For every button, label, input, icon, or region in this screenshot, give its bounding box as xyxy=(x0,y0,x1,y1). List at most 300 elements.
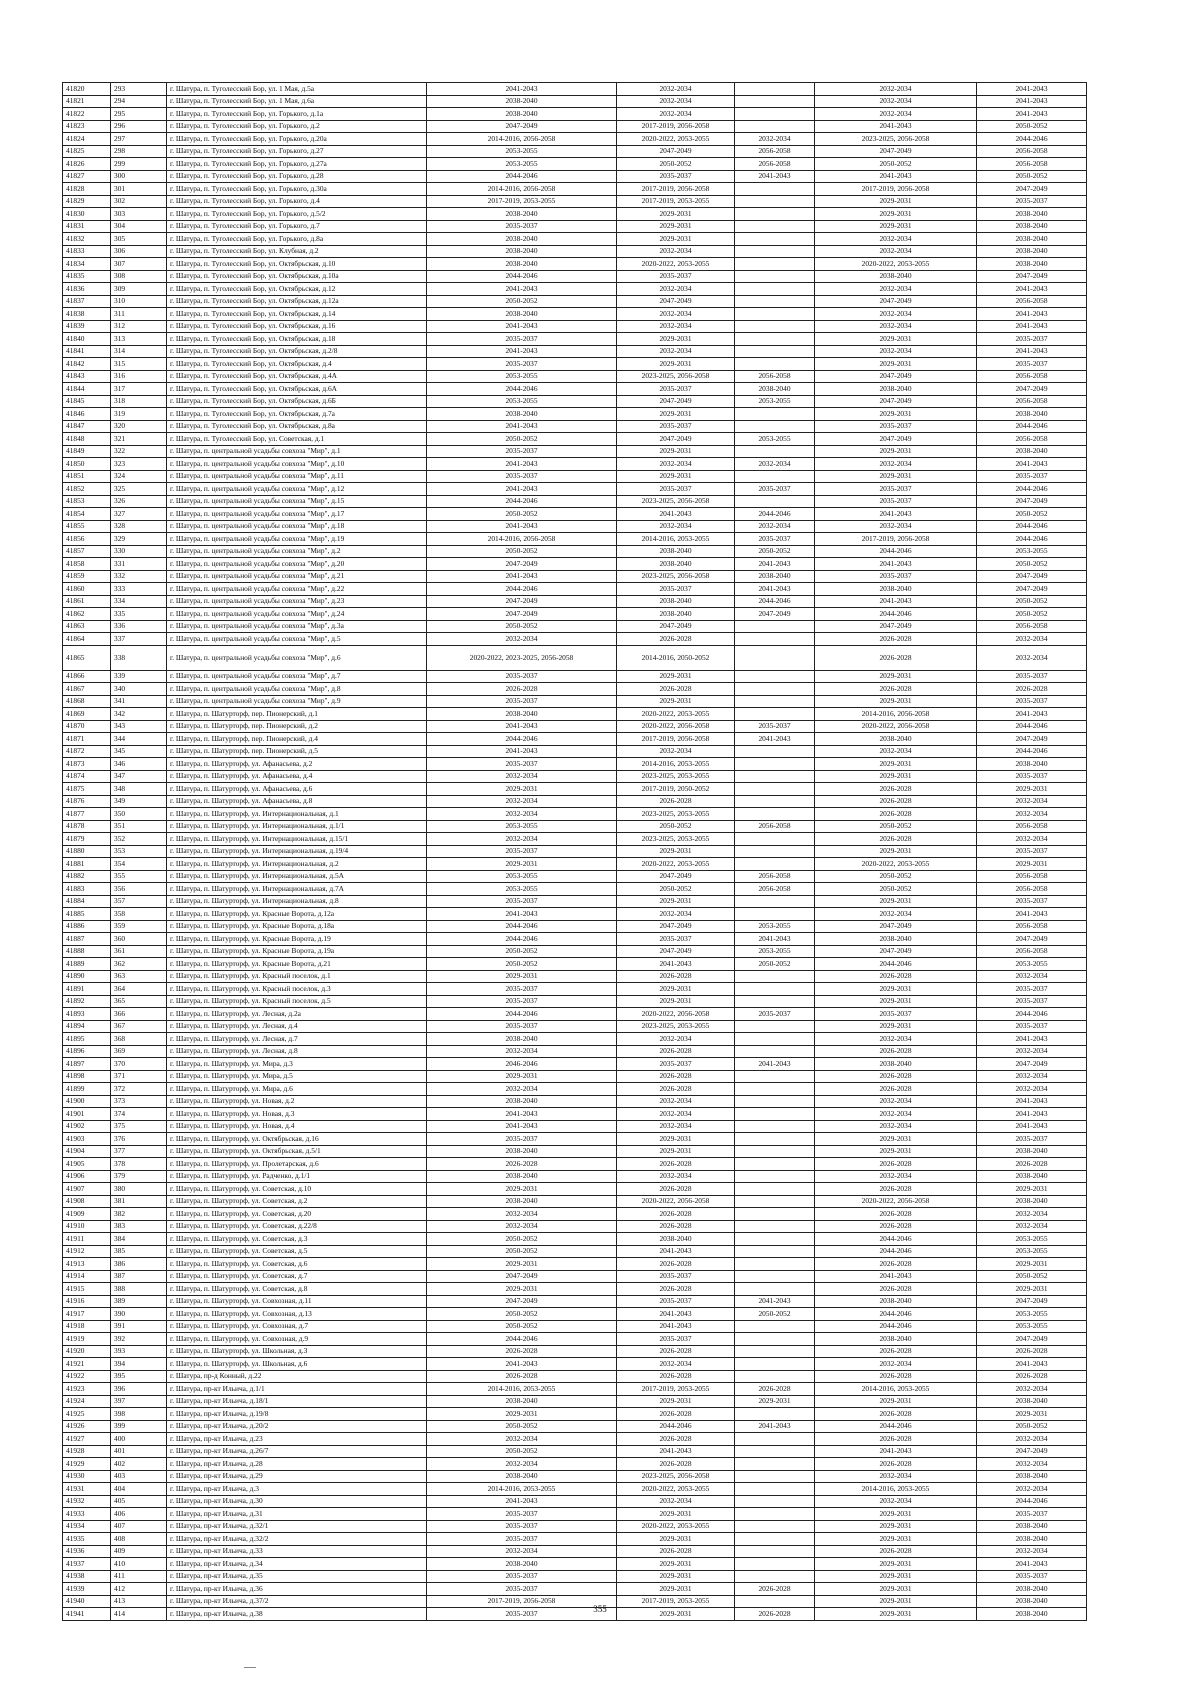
period-cell-4: 2035-2037 xyxy=(815,420,977,433)
period-cell-3: 2056-2058 xyxy=(735,870,815,883)
period-cell-1: 2047-2049 xyxy=(427,120,617,133)
period-cell-1: 2032-2034 xyxy=(427,1458,617,1471)
row-id-cell: 41844 xyxy=(63,383,111,396)
row-id-cell: 41823 xyxy=(63,120,111,133)
address-cell: г. Шатура, п. Шатурторф, ул. Новая, д.4 xyxy=(167,1120,427,1133)
row-number-cell: 406 xyxy=(111,1508,167,1521)
period-cell-1: 2041-2043 xyxy=(427,420,617,433)
table-row xyxy=(63,1458,1087,1471)
table-row xyxy=(63,533,1087,546)
table-row xyxy=(63,670,1087,683)
period-cell-3 xyxy=(735,1083,815,1096)
address-cell: г. Шатура, п. Шатурторф, ул. Красные Ворота, д.19 xyxy=(167,933,427,946)
period-cell-3 xyxy=(735,1520,815,1533)
period-cell-3 xyxy=(735,783,815,796)
period-cell-4: 2017-2019, 2056-2058 xyxy=(815,533,977,546)
table-row xyxy=(63,1383,1087,1396)
address-cell: г. Шатура, п. Шатурторф, ул. Красные Ворота, д.19а xyxy=(167,945,427,958)
period-cell-1: 2041-2043 xyxy=(427,458,617,471)
register-sheet xyxy=(62,82,1086,1621)
period-cell-3 xyxy=(735,245,815,258)
period-cell-2: 2023-2025, 2053-2055 xyxy=(617,808,735,821)
table-row xyxy=(63,733,1087,746)
period-cell-1: 2053-2055 xyxy=(427,883,617,896)
period-cell-2: 2023-2025, 2056-2058 xyxy=(617,495,735,508)
period-cell-5: 2056-2058 xyxy=(977,620,1087,633)
period-cell-1: 2035-2037 xyxy=(427,1570,617,1583)
period-cell-2: 2035-2037 xyxy=(617,1270,735,1283)
period-cell-2: 2026-2028 xyxy=(617,683,735,696)
period-cell-5: 2050-2052 xyxy=(977,1270,1087,1283)
period-cell-3 xyxy=(735,295,815,308)
period-cell-5: 2041-2043 xyxy=(977,83,1087,96)
period-cell-1: 2032-2034 xyxy=(427,1433,617,1446)
table-row xyxy=(63,945,1087,958)
period-cell-4: 2050-2052 xyxy=(815,883,977,896)
period-cell-4: 2026-2028 xyxy=(815,1258,977,1271)
row-id-cell: 41842 xyxy=(63,358,111,371)
table-row xyxy=(63,895,1087,908)
row-number-cell: 370 xyxy=(111,1058,167,1071)
period-cell-4: 2026-2028 xyxy=(815,1408,977,1421)
period-cell-5: 2032-2034 xyxy=(977,1083,1087,1096)
row-number-cell: 363 xyxy=(111,970,167,983)
period-cell-2: 2050-2052 xyxy=(617,883,735,896)
table-row xyxy=(63,1258,1087,1271)
row-number-cell: 304 xyxy=(111,220,167,233)
period-cell-5: 2053-2055 xyxy=(977,958,1087,971)
period-cell-4: 2035-2037 xyxy=(815,570,977,583)
row-number-cell: 367 xyxy=(111,1020,167,1033)
row-number-cell: 333 xyxy=(111,583,167,596)
address-cell: г. Шатура, пр-кт Ильича, д.34 xyxy=(167,1558,427,1571)
period-cell-4: 2035-2037 xyxy=(815,1008,977,1021)
period-cell-1: 2047-2049 xyxy=(427,1295,617,1308)
period-cell-2: 2032-2034 xyxy=(617,95,735,108)
period-cell-4: 2020-2022, 2053-2055 xyxy=(815,858,977,871)
period-cell-2: 2050-2052 xyxy=(617,158,735,171)
address-cell: г. Шатура, пр-кт Ильича, д.31 xyxy=(167,1508,427,1521)
row-id-cell: 41832 xyxy=(63,233,111,246)
period-cell-4: 2032-2034 xyxy=(815,1358,977,1371)
period-cell-5: 2032-2034 xyxy=(977,1458,1087,1471)
table-row xyxy=(63,1183,1087,1196)
period-cell-3 xyxy=(735,358,815,371)
row-number-cell: 377 xyxy=(111,1145,167,1158)
period-cell-5: 2047-2049 xyxy=(977,933,1087,946)
period-cell-1: 2041-2043 xyxy=(427,1358,617,1371)
address-cell: г. Шатура, п. Шатурторф, пер. Пионерский, д.4 xyxy=(167,733,427,746)
address-cell: г. Шатура, п. Шатурторф, ул. Интернациональная, д.1/1 xyxy=(167,820,427,833)
period-cell-4: 2029-2031 xyxy=(815,695,977,708)
period-cell-5: 2035-2037 xyxy=(977,670,1087,683)
row-id-cell: 41862 xyxy=(63,608,111,621)
table-row xyxy=(63,208,1087,221)
period-cell-1: 2044-2046 xyxy=(427,933,617,946)
table-row xyxy=(63,320,1087,333)
address-cell: г. Шатура, п. Шатурторф, ул. Интернациональная, д.2 xyxy=(167,858,427,871)
period-cell-4: 2044-2046 xyxy=(815,1245,977,1258)
table-row xyxy=(63,520,1087,533)
row-number-cell: 316 xyxy=(111,370,167,383)
period-cell-5: 2038-2040 xyxy=(977,1195,1087,1208)
row-number-cell: 322 xyxy=(111,445,167,458)
row-id-cell: 41833 xyxy=(63,245,111,258)
period-cell-1: 2053-2055 xyxy=(427,395,617,408)
row-id-cell: 41895 xyxy=(63,1033,111,1046)
period-cell-2: 2047-2049 xyxy=(617,145,735,158)
period-cell-1: 2038-2040 xyxy=(427,208,617,221)
period-cell-5: 2047-2049 xyxy=(977,570,1087,583)
period-cell-4: 2026-2028 xyxy=(815,1545,977,1558)
period-cell-5: 2038-2040 xyxy=(977,408,1087,421)
period-cell-4: 2032-2034 xyxy=(815,1170,977,1183)
address-cell: г. Шатура, п. центральной усадьбы совхоза "Мир", д.24 xyxy=(167,608,427,621)
period-cell-2: 2029-2031 xyxy=(617,1533,735,1546)
period-cell-5: 2050-2052 xyxy=(977,508,1087,521)
row-id-cell: 41883 xyxy=(63,883,111,896)
address-cell: г. Шатура, п. Туголесский Бор, ул. Горького, д.7 xyxy=(167,220,427,233)
row-id-cell: 41929 xyxy=(63,1458,111,1471)
period-cell-3: 2056-2058 xyxy=(735,883,815,896)
address-cell: г. Шатура, п. Туголесский Бор, ул. Горького, д.1а xyxy=(167,108,427,121)
period-cell-4: 2035-2037 xyxy=(815,495,977,508)
period-cell-3 xyxy=(735,1545,815,1558)
table-row xyxy=(63,1308,1087,1321)
period-cell-1: 2041-2043 xyxy=(427,908,617,921)
table-row xyxy=(63,183,1087,196)
period-cell-1: 2050-2052 xyxy=(427,620,617,633)
period-cell-2: 2026-2028 xyxy=(617,970,735,983)
row-number-cell: 327 xyxy=(111,508,167,521)
row-id-cell: 41936 xyxy=(63,1545,111,1558)
row-number-cell: 300 xyxy=(111,170,167,183)
period-cell-4: 2029-2031 xyxy=(815,670,977,683)
period-cell-1: 2053-2055 xyxy=(427,158,617,171)
period-cell-5: 2032-2034 xyxy=(977,1483,1087,1496)
address-cell: г. Шатура, пр-кт Ильича, д.28 xyxy=(167,1458,427,1471)
row-id-cell: 41867 xyxy=(63,683,111,696)
table-row xyxy=(63,1095,1087,1108)
address-cell: г. Шатура, п. Шатурторф, ул. Совхозная, д.11 xyxy=(167,1295,427,1308)
period-cell-2: 2029-2031 xyxy=(617,1558,735,1571)
period-cell-2: 2050-2052 xyxy=(617,820,735,833)
row-number-cell: 382 xyxy=(111,1208,167,1221)
row-id-cell: 41871 xyxy=(63,733,111,746)
period-cell-1: 2035-2037 xyxy=(427,358,617,371)
period-cell-5: 2032-2034 xyxy=(977,795,1087,808)
period-cell-3 xyxy=(735,670,815,683)
row-id-cell: 41875 xyxy=(63,783,111,796)
period-cell-3: 2044-2046 xyxy=(735,508,815,521)
period-cell-3 xyxy=(735,1133,815,1146)
period-cell-2: 2026-2028 xyxy=(617,1158,735,1171)
table-row xyxy=(63,758,1087,771)
address-cell: г. Шатура, п. центральной усадьбы совхоза "Мир", д.21 xyxy=(167,570,427,583)
row-number-cell: 319 xyxy=(111,408,167,421)
period-cell-2: 2029-2031 xyxy=(617,208,735,221)
period-cell-4: 2026-2028 xyxy=(815,1183,977,1196)
period-cell-4: 2026-2028 xyxy=(815,645,977,670)
row-id-cell: 41919 xyxy=(63,1333,111,1346)
row-id-cell: 41839 xyxy=(63,320,111,333)
period-cell-1: 2035-2037 xyxy=(427,470,617,483)
period-cell-1: 2038-2040 xyxy=(427,1145,617,1158)
row-id-cell: 41899 xyxy=(63,1083,111,1096)
period-cell-1: 2035-2037 xyxy=(427,1020,617,1033)
period-cell-4: 2029-2031 xyxy=(815,1608,977,1621)
table-row xyxy=(63,845,1087,858)
period-cell-2: 2029-2031 xyxy=(617,1508,735,1521)
period-cell-2: 2014-2016, 2053-2055 xyxy=(617,533,735,546)
period-cell-5: 2029-2031 xyxy=(977,1183,1087,1196)
period-cell-3: 2053-2055 xyxy=(735,395,815,408)
address-cell: г. Шатура, п. Шатурторф, ул. Красный поселок, д.5 xyxy=(167,995,427,1008)
period-cell-5: 2047-2049 xyxy=(977,733,1087,746)
period-cell-4: 2029-2031 xyxy=(815,445,977,458)
address-cell: г. Шатура, пр-кт Ильича, д.26/7 xyxy=(167,1445,427,1458)
table-row xyxy=(63,1483,1087,1496)
period-cell-1: 2032-2034 xyxy=(427,808,617,821)
table-row xyxy=(63,1333,1087,1346)
row-id-cell: 41934 xyxy=(63,1520,111,1533)
period-cell-1: 2032-2034 xyxy=(427,1083,617,1096)
row-number-cell: 321 xyxy=(111,433,167,446)
row-id-cell: 41886 xyxy=(63,920,111,933)
period-cell-5: 2026-2028 xyxy=(977,683,1087,696)
row-number-cell: 306 xyxy=(111,245,167,258)
period-cell-5: 2032-2034 xyxy=(977,1545,1087,1558)
period-cell-1: 2044-2046 xyxy=(427,1333,617,1346)
address-cell: г. Шатура, п. Туголесский Бор, ул. Октябрьская, д.4 xyxy=(167,358,427,371)
period-cell-3 xyxy=(735,908,815,921)
period-cell-4: 2029-2031 xyxy=(815,195,977,208)
period-cell-3 xyxy=(735,1458,815,1471)
row-id-cell: 41913 xyxy=(63,1258,111,1271)
period-cell-4: 2050-2052 xyxy=(815,820,977,833)
table-row xyxy=(63,583,1087,596)
period-cell-5: 2056-2058 xyxy=(977,433,1087,446)
row-number-cell: 353 xyxy=(111,845,167,858)
table-row xyxy=(63,595,1087,608)
row-number-cell: 369 xyxy=(111,1045,167,1058)
period-cell-4: 2041-2043 xyxy=(815,170,977,183)
address-cell: г. Шатура, п. Туголесский Бор, ул. Октябрьская, д.4А xyxy=(167,370,427,383)
row-number-cell: 392 xyxy=(111,1333,167,1346)
period-cell-5: 2026-2028 xyxy=(977,1370,1087,1383)
period-cell-2: 2020-2022, 2056-2058 xyxy=(617,1008,735,1021)
period-cell-2: 2032-2034 xyxy=(617,908,735,921)
period-cell-2: 2029-2031 xyxy=(617,1608,735,1621)
period-cell-5: 2056-2058 xyxy=(977,295,1087,308)
period-cell-5: 2056-2058 xyxy=(977,920,1087,933)
row-number-cell: 410 xyxy=(111,1558,167,1571)
period-cell-2: 2038-2040 xyxy=(617,558,735,571)
period-cell-4: 2044-2046 xyxy=(815,1420,977,1433)
row-id-cell: 41866 xyxy=(63,670,111,683)
period-cell-1: 2050-2052 xyxy=(427,545,617,558)
period-cell-1: 2029-2031 xyxy=(427,1283,617,1296)
period-cell-1: 2035-2037 xyxy=(427,1608,617,1621)
period-cell-2: 2026-2028 xyxy=(617,1045,735,1058)
period-cell-4: 2044-2046 xyxy=(815,958,977,971)
period-cell-5: 2035-2037 xyxy=(977,695,1087,708)
row-number-cell: 362 xyxy=(111,958,167,971)
period-cell-3 xyxy=(735,970,815,983)
period-cell-4: 2017-2019, 2056-2058 xyxy=(815,183,977,196)
row-number-cell: 361 xyxy=(111,945,167,958)
table-row xyxy=(63,1283,1087,1296)
period-cell-3 xyxy=(735,308,815,321)
address-cell: г. Шатура, п. Туголесский Бор, ул. Горького, д.5/2 xyxy=(167,208,427,221)
row-id-cell: 41905 xyxy=(63,1158,111,1171)
period-cell-4: 2044-2046 xyxy=(815,1233,977,1246)
address-cell: г. Шатура, пр-кт Ильича, д.3 xyxy=(167,1483,427,1496)
address-cell: г. Шатура, пр-кт Ильича, д.1/1 xyxy=(167,1383,427,1396)
period-cell-1: 2032-2034 xyxy=(427,1545,617,1558)
table-row xyxy=(63,1133,1087,1146)
period-cell-4: 2026-2028 xyxy=(815,1083,977,1096)
period-cell-2: 2026-2028 xyxy=(617,1433,735,1446)
address-cell: г. Шатура, пр-д Конный, д.22 xyxy=(167,1370,427,1383)
period-cell-1: 2041-2043 xyxy=(427,720,617,733)
period-cell-2: 2041-2043 xyxy=(617,1245,735,1258)
row-id-cell: 41909 xyxy=(63,1208,111,1221)
row-number-cell: 295 xyxy=(111,108,167,121)
row-number-cell: 391 xyxy=(111,1320,167,1333)
period-cell-2: 2026-2028 xyxy=(617,1083,735,1096)
period-cell-2: 2029-2031 xyxy=(617,995,735,1008)
period-cell-5: 2047-2049 xyxy=(977,1058,1087,1071)
period-cell-2: 2029-2031 xyxy=(617,895,735,908)
period-cell-5: 2047-2049 xyxy=(977,495,1087,508)
period-cell-5: 2053-2055 xyxy=(977,1245,1087,1258)
period-cell-5: 2035-2037 xyxy=(977,470,1087,483)
row-id-cell: 41826 xyxy=(63,158,111,171)
row-id-cell: 41881 xyxy=(63,858,111,871)
period-cell-2: 2020-2022, 2056-2058 xyxy=(617,1195,735,1208)
period-cell-2: 2035-2037 xyxy=(617,1058,735,1071)
row-number-cell: 408 xyxy=(111,1533,167,1546)
row-id-cell: 41850 xyxy=(63,458,111,471)
period-cell-4: 2032-2034 xyxy=(815,458,977,471)
row-id-cell: 41837 xyxy=(63,295,111,308)
row-number-cell: 308 xyxy=(111,270,167,283)
period-cell-3 xyxy=(735,1045,815,1058)
row-id-cell: 41856 xyxy=(63,533,111,546)
address-cell: г. Шатура, п. Шатурторф, ул. Мира, д.3 xyxy=(167,1058,427,1071)
period-cell-3 xyxy=(735,495,815,508)
row-number-cell: 340 xyxy=(111,683,167,696)
address-cell: г. Шатура, п. Шатурторф, ул. Советская, д.5 xyxy=(167,1245,427,1258)
row-number-cell: 334 xyxy=(111,595,167,608)
table-row xyxy=(63,1058,1087,1071)
period-cell-2: 2023-2025, 2053-2055 xyxy=(617,770,735,783)
table-row xyxy=(63,808,1087,821)
period-cell-4: 2029-2031 xyxy=(815,770,977,783)
period-cell-4: 2029-2031 xyxy=(815,1395,977,1408)
table-row xyxy=(63,1120,1087,1133)
period-cell-2: 2026-2028 xyxy=(617,1070,735,1083)
period-cell-1: 2038-2040 xyxy=(427,1195,617,1208)
period-cell-1: 2014-2016, 2053-2055 xyxy=(427,1383,617,1396)
period-cell-1: 2044-2046 xyxy=(427,920,617,933)
table-row xyxy=(63,683,1087,696)
period-cell-5: 2041-2043 xyxy=(977,1108,1087,1121)
row-number-cell: 359 xyxy=(111,920,167,933)
period-cell-4: 2032-2034 xyxy=(815,1033,977,1046)
period-cell-2: 2038-2040 xyxy=(617,595,735,608)
table-row xyxy=(63,1583,1087,1596)
period-cell-5: 2050-2052 xyxy=(977,595,1087,608)
period-cell-5: 2044-2046 xyxy=(977,483,1087,496)
period-cell-1: 2041-2043 xyxy=(427,1108,617,1121)
period-cell-2: 2032-2034 xyxy=(617,308,735,321)
period-cell-5: 2056-2058 xyxy=(977,145,1087,158)
row-id-cell: 41861 xyxy=(63,595,111,608)
period-cell-1: 2046-2046 xyxy=(427,1058,617,1071)
table-row xyxy=(63,833,1087,846)
period-cell-1: 2038-2040 xyxy=(427,245,617,258)
period-cell-2: 2023-2025, 2056-2058 xyxy=(617,370,735,383)
period-cell-5: 2041-2043 xyxy=(977,1358,1087,1371)
period-cell-1: 2038-2040 xyxy=(427,408,617,421)
period-cell-5: 2038-2040 xyxy=(977,245,1087,258)
address-cell: г. Шатура, п. центральной усадьбы совхоза "Мир", д.8 xyxy=(167,683,427,696)
period-cell-3 xyxy=(735,1108,815,1121)
period-cell-1: 2050-2052 xyxy=(427,945,617,958)
row-number-cell: 385 xyxy=(111,1245,167,1258)
row-number-cell: 349 xyxy=(111,795,167,808)
row-number-cell: 355 xyxy=(111,870,167,883)
period-cell-2: 2029-2031 xyxy=(617,1133,735,1146)
period-cell-2: 2041-2043 xyxy=(617,958,735,971)
period-cell-3 xyxy=(735,1283,815,1296)
period-cell-5: 2047-2049 xyxy=(977,183,1087,196)
period-cell-3 xyxy=(735,983,815,996)
row-number-cell: 383 xyxy=(111,1220,167,1233)
address-cell: г. Шатура, п. Туголесский Бор, ул. Октябрьская, д.6Б xyxy=(167,395,427,408)
row-id-cell: 41914 xyxy=(63,1270,111,1283)
row-id-cell: 41898 xyxy=(63,1070,111,1083)
page-number: 355 xyxy=(593,1604,607,1614)
row-number-cell: 395 xyxy=(111,1370,167,1383)
period-cell-3: 2026-2028 xyxy=(735,1383,815,1396)
table-row xyxy=(63,133,1087,146)
period-cell-1: 2053-2055 xyxy=(427,145,617,158)
period-cell-2: 2020-2022, 2053-2055 xyxy=(617,708,735,721)
period-cell-1: 2044-2046 xyxy=(427,383,617,396)
period-cell-5: 2041-2043 xyxy=(977,283,1087,296)
period-cell-4: 2032-2034 xyxy=(815,108,977,121)
address-cell: г. Шатура, п. центральной усадьбы совхоза "Мир", д.6 xyxy=(167,645,427,670)
period-cell-4: 2044-2046 xyxy=(815,545,977,558)
period-cell-2: 2032-2034 xyxy=(617,108,735,121)
period-cell-3 xyxy=(735,1220,815,1233)
row-number-cell: 407 xyxy=(111,1520,167,1533)
period-cell-5: 2050-2052 xyxy=(977,170,1087,183)
address-cell: г. Шатура, п. Шатурторф, ул. Афанасьева, д.4 xyxy=(167,770,427,783)
period-cell-1: 2044-2046 xyxy=(427,583,617,596)
period-cell-3 xyxy=(735,83,815,96)
period-cell-3 xyxy=(735,995,815,1008)
row-id-cell: 41902 xyxy=(63,1120,111,1133)
period-cell-5: 2044-2046 xyxy=(977,745,1087,758)
period-cell-5: 2044-2046 xyxy=(977,533,1087,546)
period-cell-5: 2035-2037 xyxy=(977,1570,1087,1583)
row-id-cell: 41921 xyxy=(63,1358,111,1371)
address-cell: г. Шатура, п. Туголесский Бор, ул. Клубная, д.2 xyxy=(167,245,427,258)
